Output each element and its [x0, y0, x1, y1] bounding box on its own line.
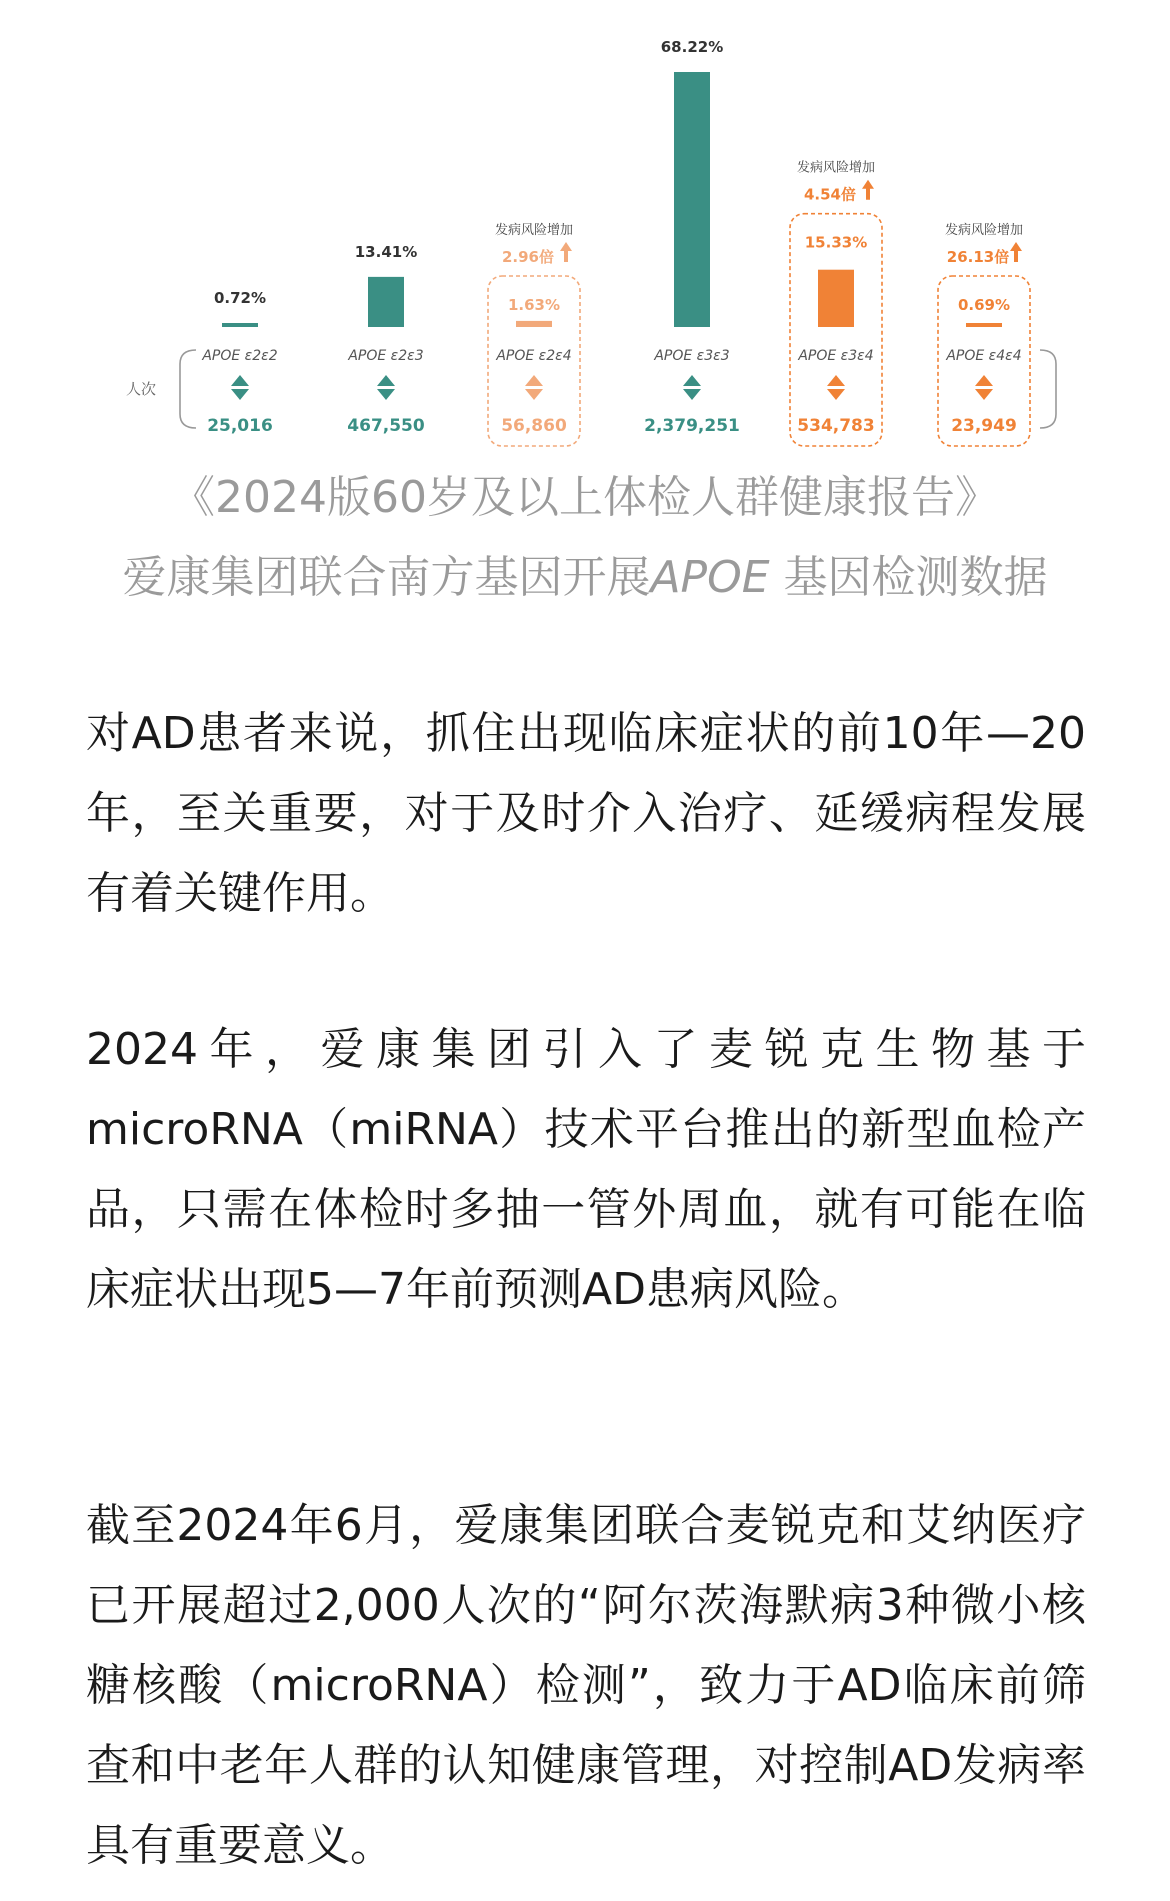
count-label-4: 2,379,251 [644, 416, 740, 436]
category-label-3: APOE ε2ε4 [496, 348, 572, 364]
value-label-4: 68.22% [660, 38, 724, 56]
bar-1 [222, 323, 258, 327]
risk-label-5: 发病风险增加 [796, 160, 876, 176]
category-label-1: APOE ε2ε2 [202, 348, 278, 364]
bar-3 [516, 321, 552, 327]
count-label-1: 25,016 [207, 416, 273, 436]
paragraph-2: 2024年，爱康集团引入了麦锐克生物基于microRNA（miRNA）技术平台推出的新型血检产品，只需在体检时多抽一管外周血，就有可能在临床症状出现5—7年前预测AD患病风险。 [86, 1024, 1086, 1315]
diamond-down-icon-6 [975, 389, 993, 400]
diamond-down-icon-5 [827, 389, 845, 400]
category-label-4: APOE ε3ε3 [654, 348, 730, 364]
diamond-up-icon-3 [525, 375, 543, 386]
diamond-up-icon-2 [377, 375, 395, 386]
count-label-2: 467,550 [347, 416, 425, 436]
diamond-down-icon-3 [525, 389, 543, 400]
bar-2 [368, 277, 404, 327]
caption-source-prefix: 爱康集团联合南方基因开展 [122, 552, 651, 603]
diamond-up-icon-5 [827, 375, 845, 386]
paragraph-1: 对AD患者来说，抓住出现临床症状的前10年—20年，至关重要，对于及时介入治疗、延缓病程发展有着关键作用。 [86, 708, 1086, 919]
risk-label-6: 发病风险增加 [944, 223, 1024, 238]
value-label-5: 15.33% [804, 233, 868, 252]
left-bracket [180, 350, 196, 428]
caption-data-source [0, 550, 1170, 606]
caption-apoe-italic: APOE [650, 552, 770, 603]
caption-source-suffix: 基因检测数据 [769, 552, 1048, 603]
paragraph-3: 截至2024年6月，爱康集团联合麦锐克和艾纳医疗已开展超过2,000人次的“阿尔茨海默病3种微小核糖核酸（microRNA）检测”，致力于AD临床前筛查和中老年人群的认知健康管理，对控制AD发病率具有重要意义。 [86, 1500, 1086, 1871]
category-label-6: APOE ε4ε4 [946, 348, 1022, 364]
chart-canvas [0, 0, 1170, 450]
diamond-up-icon-1 [231, 375, 249, 386]
count-label-5: 534,783 [797, 416, 875, 436]
count-label-3: 56,860 [501, 416, 567, 436]
diamond-down-icon-2 [377, 389, 395, 400]
risk-multiplier-5: 4.54倍 [803, 185, 857, 204]
value-label-1: 0.72% [213, 289, 267, 307]
diamond-down-icon-1 [231, 389, 249, 400]
bar-5 [818, 270, 854, 327]
count-label-6: 23,949 [951, 416, 1017, 436]
right-bracket [1040, 350, 1056, 428]
risk-label-3: 发病风险增加 [494, 223, 574, 238]
up-arrow-icon-3 [560, 242, 572, 262]
caption-report-title: 《2024版60岁及以上体检人群健康报告》 [171, 472, 999, 523]
value-label-6: 0.69% [957, 296, 1011, 314]
risk-multiplier-6: 26.13倍 [946, 248, 1010, 266]
value-label-2: 13.41% [354, 242, 418, 261]
diamond-up-icon-6 [975, 375, 993, 386]
apoe-bar-chart [0, 0, 1170, 450]
up-arrow-icon-6 [1010, 242, 1022, 262]
risk-multiplier-3: 2.96倍 [501, 248, 555, 266]
up-arrow-icon-5 [862, 180, 874, 200]
diamond-up-icon-4 [683, 375, 701, 386]
category-label-2: APOE ε2ε3 [348, 348, 424, 364]
bar-6 [966, 323, 1002, 327]
row-label: 人次 [126, 380, 157, 398]
diamond-down-icon-4 [683, 389, 701, 400]
category-label-5: APOE ε3ε4 [798, 348, 874, 364]
bar-4 [674, 72, 710, 327]
value-label-3: 1.63% [507, 296, 561, 314]
